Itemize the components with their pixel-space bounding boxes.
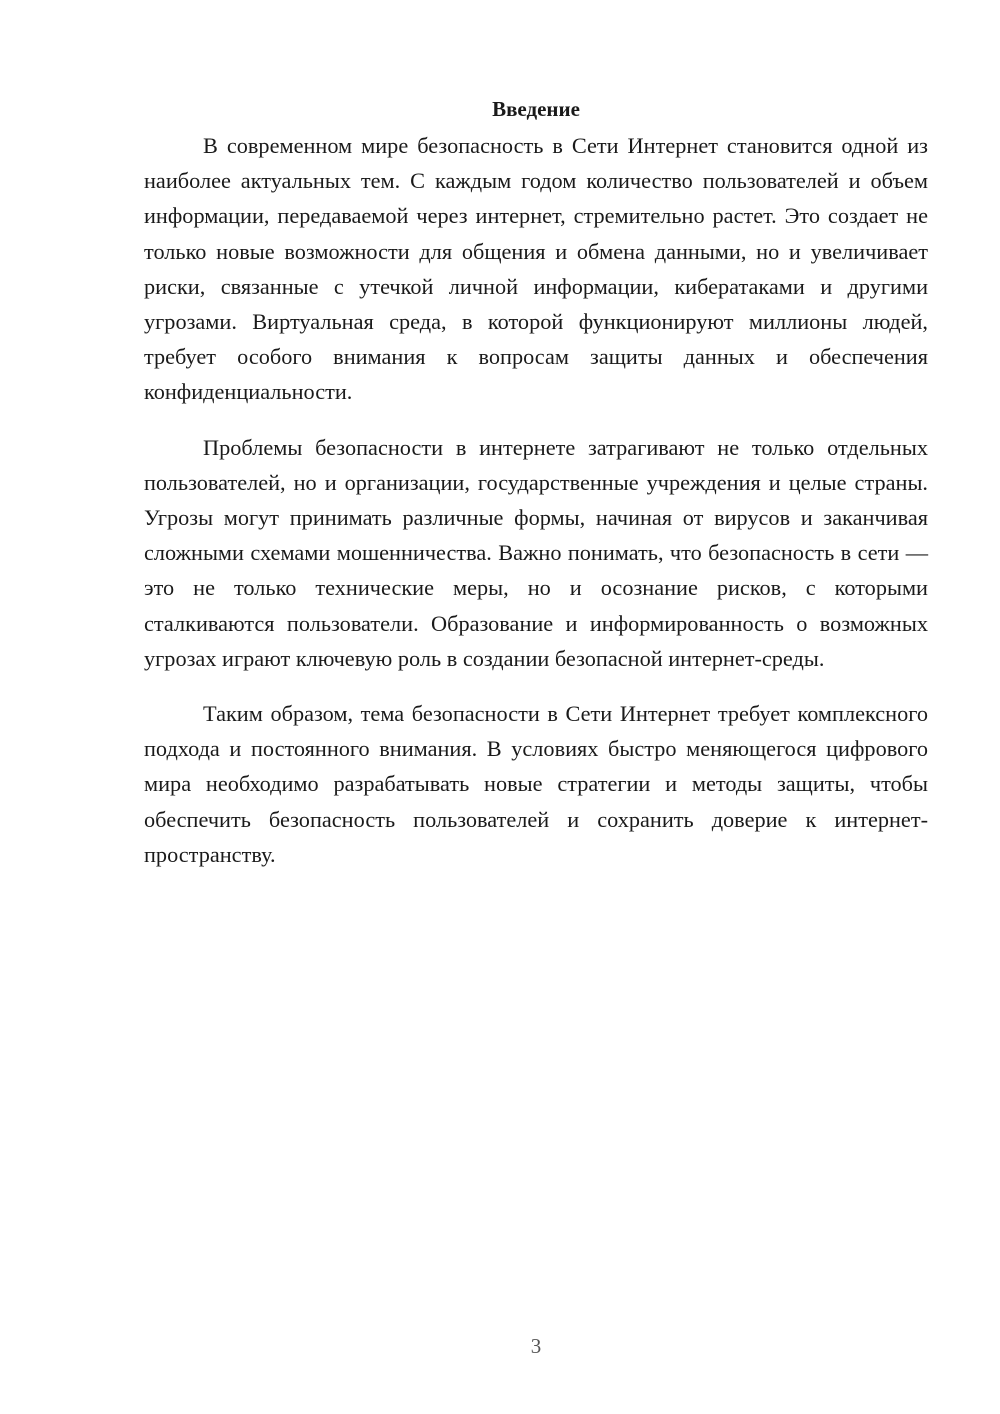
paragraph-3: Таким образом, тема безопасности в Сети Интернет требует комплексного подхода и постоянного внимания. В условиях быстро меняющегося цифрового мира необходимо разрабатывать новые стратегии и методы защиты, чтобы обеспечить безопасность пользователей и сохранить доверие к интернет-пространству. (144, 701, 928, 867)
page-number: 3 (530, 1334, 542, 1358)
paragraph-1: В современном мире безопасность в Сети Интернет становится одной из наиболее актуальных тем. С каждым годом количество пользователей и объем информации, передаваемой через интернет, стремительно растет. Это создает не только новые возможности для общения и обмена данными, но и увеличивает риски, связанные с утечкой личной информации, кибератаками и другими угрозами. Виртуальная среда, в которой функционируют миллионы людей, требует особого внимания к вопросам защиты данных и обеспечения конфиденциальности. (144, 133, 928, 405)
section-title: Введение (492, 97, 580, 121)
page-content (144, 92, 928, 892)
paragraph-2: Проблемы безопасности в интернете затрагивают не только отдельных пользователей, но и организации, государственные учреждения и целые страны. Угрозы могут принимать различные формы, начиная от вирусов и заканчивая сложными схемами мошенничества. Важно понимать, что безопасность в сети — это не только технические меры, но и осознание рисков, с которыми сталкиваются пользователи. Образование и информированность о возможных угрозах играют ключевую роль в создании безопасной интернет-среды. (144, 434, 928, 671)
